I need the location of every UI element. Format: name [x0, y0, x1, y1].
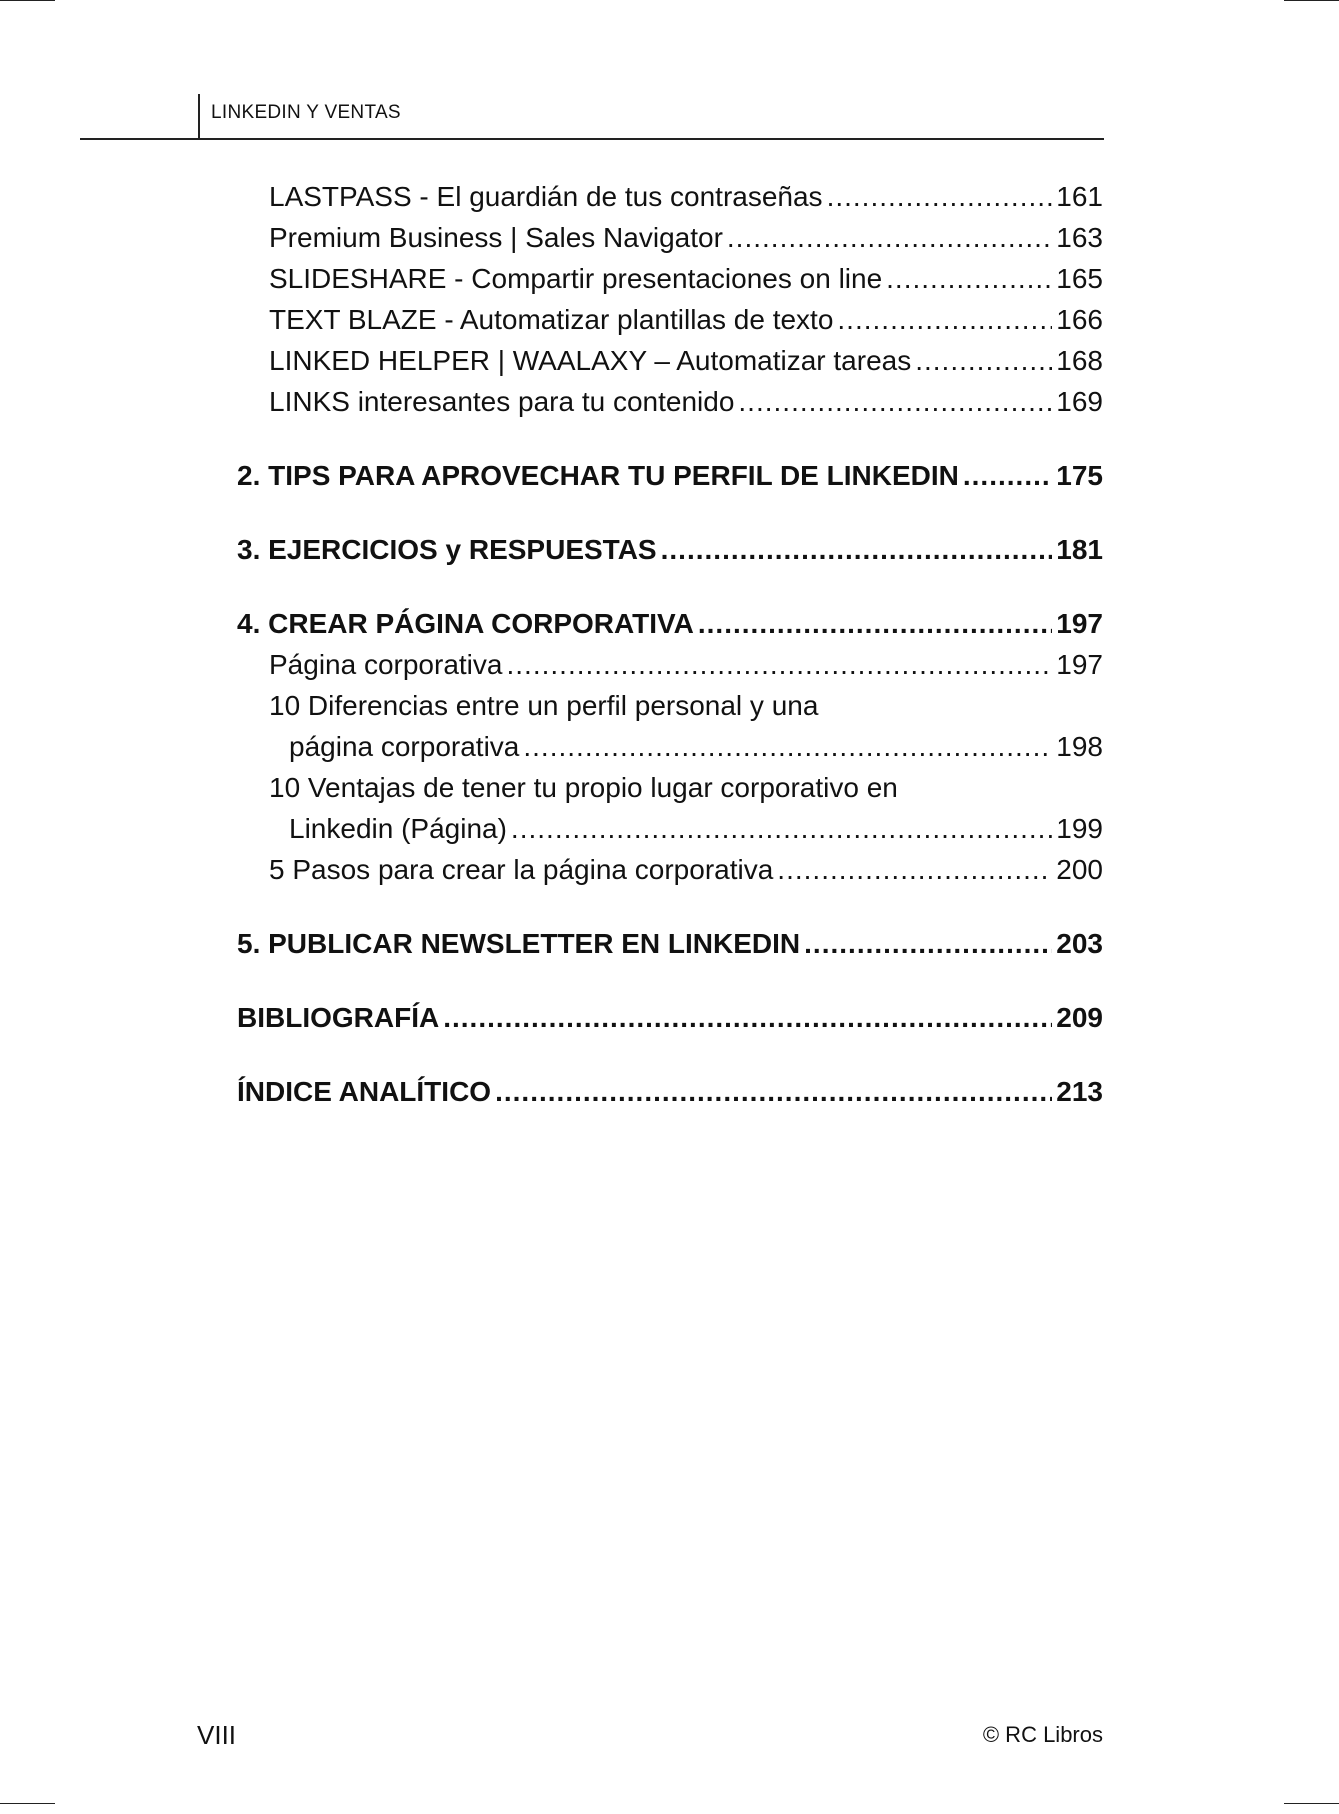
toc-chapter-2[interactable] — [237, 455, 1103, 496]
toc-entry-slideshare[interactable] — [237, 258, 1103, 299]
toc-chapter-page: 197 — [1056, 608, 1103, 639]
dot-leader — [777, 849, 1052, 890]
dot-leader — [738, 381, 1052, 422]
dot-leader — [698, 603, 1052, 644]
dot-leader — [506, 644, 1052, 685]
toc-entry-linked-helper[interactable] — [237, 340, 1103, 381]
dot-leader — [886, 258, 1052, 299]
toc-entry-label: LINKS interesantes para tu contenido — [269, 386, 735, 417]
crop-mark-bottom-right — [1284, 1803, 1339, 1804]
toc-entry-label: SLIDESHARE - Compartir presentaciones on line — [269, 263, 883, 294]
toc-chapter-page: 213 — [1056, 1076, 1103, 1107]
toc-chapter-5[interactable] — [237, 923, 1103, 964]
toc-entry-ventajas-line1[interactable]: 10 Ventajas de tener tu propio lugar corporativo en — [269, 772, 898, 803]
toc-entry-label: página corporativa — [289, 731, 520, 762]
dot-leader — [827, 176, 1053, 217]
toc-entry-page: 197 — [1056, 649, 1103, 680]
dot-leader — [443, 997, 1052, 1038]
toc-index[interactable] — [237, 1071, 1103, 1112]
toc-entry-page: 169 — [1056, 386, 1103, 417]
running-title: LINKEDIN Y VENTAS — [211, 102, 401, 123]
toc-chapter-label: ÍNDICE ANALÍTICO — [237, 1076, 492, 1107]
toc-chapter-label: 4. CREAR PÁGINA CORPORATIVA — [237, 608, 694, 639]
toc-entry-label: LINKED HELPER | WAALAXY – Automatizar tareas — [269, 345, 912, 376]
toc-entry-ventajas[interactable] — [237, 808, 1103, 849]
toc-chapter-label: 2. TIPS PARA APROVECHAR TU PERFIL DE LINKEDIN — [237, 460, 959, 491]
publisher-credit: © RC Libros — [982, 1722, 1103, 1747]
toc-chapter-page: 203 — [1056, 928, 1103, 959]
toc-entry-page: 163 — [1056, 222, 1103, 253]
dot-leader — [804, 923, 1052, 964]
toc-chapter-page: 175 — [1056, 460, 1103, 491]
crop-mark-top-right — [1284, 0, 1339, 1]
dot-leader — [915, 340, 1052, 381]
dot-leader — [523, 726, 1052, 767]
toc-chapter-page: 181 — [1056, 534, 1103, 565]
toc-entry-page: 168 — [1056, 345, 1103, 376]
crop-mark-top-left — [0, 0, 55, 1]
table-of-contents — [237, 176, 1103, 1112]
toc-entry-page: 200 — [1056, 854, 1103, 885]
toc-chapter-label: BIBLIOGRAFÍA — [237, 1002, 440, 1033]
page-number: VIII — [197, 1720, 237, 1750]
dot-leader — [495, 1071, 1052, 1112]
toc-entry-pagina-corporativa[interactable] — [237, 644, 1103, 685]
toc-entry-label: Premium Business | Sales Navigator — [269, 222, 723, 253]
toc-entry-links[interactable] — [237, 381, 1103, 422]
dot-leader — [963, 455, 1052, 496]
toc-entry-diferencias[interactable] — [237, 726, 1103, 767]
toc-entry-label: Linkedin (Página) — [289, 813, 507, 844]
toc-entry-page: 165 — [1056, 263, 1103, 294]
toc-chapter-3[interactable] — [237, 529, 1103, 570]
toc-entry-page: 166 — [1056, 304, 1103, 335]
header-divider — [198, 94, 200, 138]
toc-entry-page: 161 — [1056, 181, 1103, 212]
toc-entry-label: TEXT BLAZE - Automatizar plantillas de texto — [269, 304, 834, 335]
toc-entry-label: LASTPASS - El guardián de tus contraseñas — [269, 181, 823, 212]
dot-leader — [661, 529, 1053, 570]
toc-chapter-label: 5. PUBLICAR NEWSLETTER EN LINKEDIN — [237, 928, 801, 959]
toc-entry-label: Página corporativa — [269, 649, 503, 680]
dot-leader — [727, 217, 1052, 258]
toc-entry-pasos[interactable] — [237, 849, 1103, 890]
crop-mark-bottom-left — [0, 1803, 55, 1804]
dot-leader — [511, 808, 1052, 849]
toc-entry-label: 5 Pasos para crear la página corporativa — [269, 854, 774, 885]
toc-entry-text-blaze[interactable] — [237, 299, 1103, 340]
toc-chapter-page: 209 — [1056, 1002, 1103, 1033]
toc-entry-premium-business[interactable] — [237, 217, 1103, 258]
toc-entry-diferencias-line1[interactable]: 10 Diferencias entre un perfil personal y una — [269, 690, 819, 721]
toc-entry-lastpass[interactable] — [237, 176, 1103, 217]
running-header — [80, 90, 1104, 140]
toc-chapter-label: 3. EJERCICIOS y RESPUESTAS — [237, 534, 657, 565]
toc-entry-page: 198 — [1056, 731, 1103, 762]
toc-chapter-4[interactable] — [237, 603, 1103, 644]
toc-entry-page: 199 — [1056, 813, 1103, 844]
dot-leader — [837, 299, 1052, 340]
toc-bibliography[interactable] — [237, 997, 1103, 1038]
